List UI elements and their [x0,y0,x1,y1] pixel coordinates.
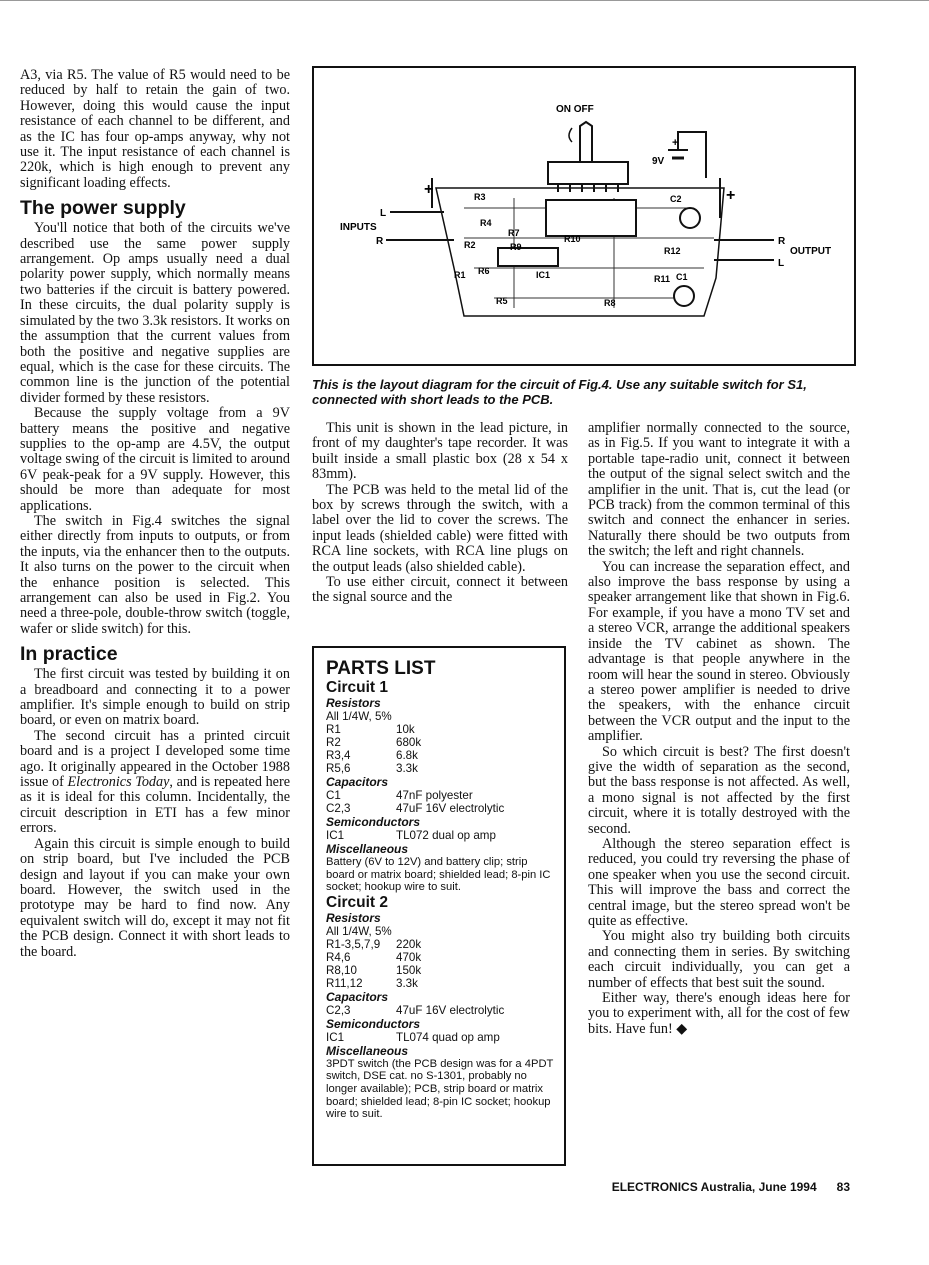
part-value: 3.3k [396,976,418,990]
category-heading: Resistors [326,910,381,925]
parts-row [326,749,554,762]
paragraph: Although the stereo separation effect is reduced, you could try reversing the phase of one speaker when you use the second circuit. This will improve the bass and correct the central image, but the stereo spread won't be quite as effective. [588,835,850,929]
parts-row [326,964,554,977]
component-label: R5 [496,296,508,306]
part-ref: R4,6 [326,950,351,964]
ic1-footprint [498,248,558,266]
part-value: 3.3k [396,762,418,775]
inputs-label: INPUTS [340,222,377,233]
part-value: 47uF 16V electrolytic [396,802,505,815]
pcb-layout-diagram [314,68,854,364]
part-ref: IC1 [326,1030,345,1044]
component-label: IC1 [536,270,551,280]
paragraph: The PCB was held to the metal lid of the box by screws through the switch, with a label over the lid to cover the screws. The input leads (shielded cable) were fitted with RCA line sockets, with RCA line plugs on the output leads (also shielded cable). [312,481,568,575]
part-ref: C2,3 [326,802,351,815]
paragraph: You might also try building both circuits and connecting them in series. By switching each circuit individually, you can get a number of effects that best suit the sound. [588,928,850,991]
component-label: R3 [474,192,486,202]
paragraph: To use either circuit, connect it between the signal source and the [312,574,568,606]
category-heading: Semiconductors [326,1016,421,1031]
text-run: The second circuit has a printed circuit board and is a project I developed some time ago. It originally appeared in the October 1988 issue of [20,727,290,791]
paragraph: Either way, there's enough ideas here for you to experiment with, all for the cost of few bits. Have fun! ◆ [588,990,850,1037]
part-value: 680k [396,736,422,749]
parts-list-title: PARTS LIST [326,658,436,679]
pcb-layout-figure [312,66,856,366]
c1-footprint [674,286,694,306]
top-rule [0,0,929,7]
component-label: R11 [654,274,671,284]
part-ref: R1 [326,723,341,736]
plus-sign: + [726,187,736,204]
circuit-1-title: Circuit 1 [326,679,389,696]
paragraph: The switch in Fig.4 switches the signal either directly from inputs to outputs, or from the inputs, via the enhancer then to the outputs. It also turns on the power to the circuit when the enhance position is selected. This arrangement can also be used in Fig.2. You need a three-pole, double-throw switch (toggle, wafer or slide switch) for this. [20,512,290,637]
part-ref: R5,6 [326,762,351,775]
paragraph: You'll notice that both of the circuits we've described use the same power supply arrangement. Op amps usually need a dual polarity power supply, which normally means two batteries if the circuit is battery powered. In these circuits, the dual polarity supply is simulated by the two 3.3k resistors. It works on the assumption that the current values from both the positive and negative supplies are equal, which is the case for these circuits. The common line is the junction of the potential divider formed by these resistors. [20,220,290,406]
parts-row [326,789,554,802]
part-value: 47nF polyester [396,789,473,802]
switch-footprint [546,200,636,236]
paragraph: The first circuit was tested by building it on a breadboard and connecting it to a power amplifier. It's simple enough to build on strip board, or even on matrix board. [20,666,290,729]
journal-name: ELECTRONICS Australia, June 1994 [611,1180,817,1194]
parts-row [326,829,554,842]
part-ref: R3,4 [326,749,351,762]
paragraph: This unit is shown in the lead picture, in front of my daughter's tape recorder. It was built inside a small plastic box (28 x 54 x 83mm). [312,420,568,483]
component-label: R2 [464,240,476,250]
paragraph: A3, via R5. The value of R5 would need to be reduced by half to retain the gain of two. However, doing this would cause the input resistance of each channel to be different, and as the IC has four op-amps anyway, why not use it. The input resistance of each channel is 220k, which is high enough to prevent any significant loading effects. [20,67,290,191]
part-value: 220k [396,937,422,951]
output-l-label: L [778,258,785,269]
component-label: R8 [604,298,616,308]
part-value: 47uF 16V electrolytic [396,1003,505,1017]
output-label: OUTPUT [790,246,832,257]
circuit-2-title: Circuit 2 [326,893,389,911]
component-label: R1 [454,270,466,280]
input-l-label: L [380,208,387,219]
part-ref: R2 [326,736,341,749]
parts-row [326,938,554,951]
article-column-2 [312,421,568,606]
switch-arrow [569,128,572,142]
paragraph: You can increase the separation effect, and also improve the bass response by using a speaker arrangement like that shown in Fig.6. For example, if you have a mono TV set and a stereo VCR, arrange the additional speakers inside the TV cabinet as shown. The advantage is that people anywhere in the room will hear the sound in stereo. Obviously a stereo power amplifier is needed to drive the speakers, with the enhance circuit between the VCR output and the input to the amplifier. [588,558,850,745]
parts-row [326,762,554,775]
page-number: 83 [836,1180,850,1194]
battery-lead [678,132,706,178]
part-ref: C2,3 [326,1003,351,1017]
component-label: R7 [508,228,520,238]
parts-row [326,736,554,749]
parts-row [326,723,554,736]
category-heading: Resistors [326,696,381,710]
paragraph: amplifier normally connected to the source, as in Fig.5. If you want to integrate it with a portable tape-radio unit, connect it between the output of the signal select switch and the amplifier in the unit. That is, cut the lead (or PCB track) from the common terminal of this switch and connect the enhancer in series. Naturally there should be two outputs from the switch; the left and right channels. [588,420,850,560]
part-ref: R8,10 [326,963,357,977]
paragraph: So which circuit is best? The first doesn't give the width of separation as the second, but the bass response is not affected. As well, a mono signal is not affected by the first circuit, where it is totally destroyed with the second. [588,743,850,837]
page-footer [600,1180,850,1194]
part-ref: IC1 [326,829,345,842]
section-heading-in-practice: In practice [20,643,118,666]
battery-label: 9V [652,156,665,167]
paragraph: Because the supply voltage from a 9V battery means the positive and negative supplies to the op-amp are 4.5V, the output voltage swing of the circuit is limited to around 6V peak-peak for a 9V supply. However, this should be more than adequate for most applications. [20,405,290,514]
part-value: TL072 dual op amp [396,829,496,842]
part-value: 10k [396,723,415,736]
category-heading: Capacitors [326,989,389,1004]
parts-row [326,1031,554,1044]
category-heading: Capacitors [326,775,389,789]
text-run: , and is repeated here as it is ideal for this column. Incidentally, the circuit description in ETI has a few minor errors. [20,774,290,837]
component-label: R4 [480,218,492,228]
magazine-title: Electronics Today [67,774,170,791]
parts-row [326,951,554,964]
paragraph [20,729,290,837]
plus-sign: + [424,181,434,198]
plus-sign: + [672,137,679,149]
category-heading: Semiconductors [326,815,421,829]
part-value: TL074 quad op amp [396,1030,500,1044]
category-heading: Miscellaneous [326,1043,409,1058]
resistor-spec: All 1/4W, 5% [326,710,392,723]
parts-row [326,802,554,815]
misc-parts-text: Battery (6V to 12V) and battery clip; strip board or matrix board; shielded lead; 8-pin IC socket; hookup wire to suit. [326,856,551,894]
part-value: 470k [396,950,422,964]
figure-caption: This is the layout diagram for the circuit of Fig.4. Use any suitable switch for S1, connected with short leads to the PCB. [312,377,807,407]
part-ref: C1 [326,789,341,802]
input-r-label: R [376,236,384,247]
component-label: R10 [564,234,581,244]
part-value: 150k [396,963,422,977]
section-heading-power-supply: The power supply [20,197,186,220]
c2-footprint [680,208,700,228]
component-label: C2 [670,194,682,204]
misc-parts-text: 3PDT switch (the PCB design was for a 4PDT switch, DSE cat. no S-1301, probably no longer available); PCB, strip board or matrix board; shielded lead; 8-pin IC socket; hookup wire to suit. [326,1057,554,1121]
switch-lever [580,122,592,162]
category-heading: Miscellaneous [326,842,409,856]
parts-row [326,1004,554,1017]
resistor-spec: All 1/4W, 5% [326,924,392,938]
component-label: R9 [510,242,522,252]
parts-row [326,977,554,990]
switch-label: ON OFF [556,104,594,115]
paragraph: Again this circuit is simple enough to build on strip board, but I've included the PCB design and layout if you can make your own board. However, the switch used in the prototype may be hard to find now. Any equivalent switch will do, except it may not fit the PCB design. Connect it with short leads to the board. [20,835,290,960]
output-r-label: R [778,236,786,247]
part-value: 6.8k [396,749,418,762]
article-column-1 [20,68,290,960]
component-label: R6 [478,266,490,276]
part-ref: R1-3,5,7,9 [326,937,381,951]
part-ref: R11,12 [326,976,363,990]
parts-list-box [312,646,566,1166]
component-label: C1 [676,272,688,282]
switch-body [548,162,628,184]
article-column-3 [588,421,850,1037]
component-label: R12 [664,246,681,256]
